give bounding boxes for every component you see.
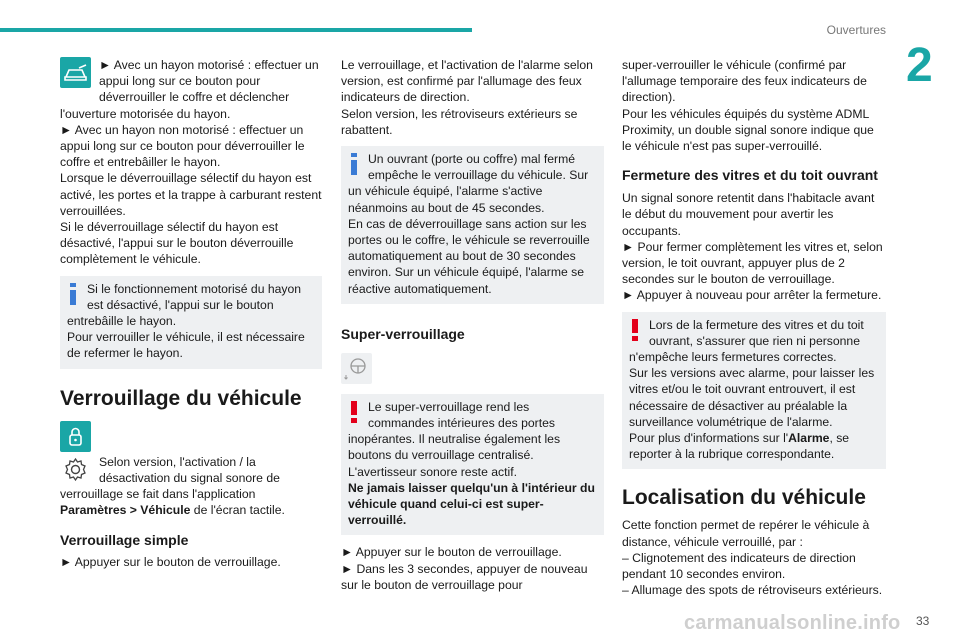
warning-super-text-2: L'avertisseur sonore reste actif. <box>348 464 517 479</box>
column-3 <box>622 57 886 598</box>
steering-wheel-icon <box>341 353 372 384</box>
warning-super-text-1: Le super-verrouillage rend les commandes intérieures des portes inopérantes. Il neutralise également les boutons du verrouillage centralisé. <box>348 399 561 463</box>
warning-box-vitres <box>622 312 886 470</box>
paragraph-loc-1: Cette fonction permet de repérer le véhicule à distance, véhicule verrouillé, par : <box>622 518 870 549</box>
warning-icon <box>629 319 641 345</box>
info-icon <box>67 283 79 309</box>
paragraph-selectif-active: Lorsque le déverrouillage sélectif du hayon est activé, les portes et la trappe à carburant restent verrouillées. <box>60 171 322 218</box>
lock-icon <box>60 421 91 452</box>
warning-vitres-text-3: Pour plus d'informations sur l'Alarme, se reporter à la rubrique correspondante. <box>629 431 850 462</box>
info-box-hayon <box>60 276 322 369</box>
watermark: carmanualsonline.info <box>684 612 901 634</box>
column-2 <box>341 57 604 593</box>
warning-vitres-text-1: Lors de la fermeture des vitres et du toit ouvrant, s'assurer que rien ni personne n'empêche leurs fermetures correctes. <box>629 317 864 365</box>
paragraph-confirm-2: Selon version, les rétroviseurs extérieurs se rabattent. <box>341 106 578 137</box>
heading-super-verrouillage: Super-verrouillage <box>341 325 465 342</box>
info-box-hayon-text-2: Pour verrouiller le véhicule, il est nécessaire de refermer le hayon. <box>67 330 305 361</box>
section-name: Ouvertures <box>826 23 886 37</box>
paragraph-hayon-motorise: ► Avec un hayon motorisé : effectuer un appui long sur ce bouton pour déverrouiller le coffre et déclencher l'ouverture motorisée du hayon. <box>60 58 319 121</box>
paragraph-selectif-desactive: Si le déverrouillage sélectif du hayon est désactivé, l'appui sur le bouton déverrouille complètement le véhicule. <box>60 220 294 267</box>
paragraph-vitres-1: Un signal sonore retentit dans l'habitacle avant le début du mouvement pour avertir les occupants. <box>622 191 875 238</box>
info-box-ouvrant <box>341 146 604 304</box>
paragraph-vitres-2: ► Pour fermer complètement les vitres et, selon version, le toit ouvrant, appuyer plus de 2 secondes sur le bouton de verrouillage. <box>622 239 883 287</box>
paragraph-super-step-2: ► Dans les 3 secondes, appuyer de nouveau sur le bouton de verrouillage pour <box>341 561 588 592</box>
paragraph-loc-2: – Clignotement des indicateurs de direction pendant 10 secondes environ. <box>622 550 856 582</box>
paragraph-super-cont: super-verrouiller le véhicule (confirmé par l'allumage temporaire des feux indicateurs de direction). <box>622 58 867 105</box>
warning-super-text-3: Ne jamais laisser quelqu'un à l'intérieur du véhicule quand celui-ci est super-verrouillé. <box>348 480 595 528</box>
info-box-ouvrant-text-2: En cas de déverrouillage sans action sur les portes ou le coffre, le véhicule se reverrouille automatiquement au bout de 30 secondes environ. Sur un véhicule équipé, l'alarme se réactive automatiquement. <box>348 216 590 296</box>
paragraph-hayon-non-motorise: ► Avec un hayon non motorisé : effectuer un appui long sur ce bouton pour déverrouiller le coffre et entrebâiller le hayon. <box>60 122 305 170</box>
info-box-ouvrant-text-1: Un ouvrant (porte ou coffre) mal fermé empêche le verrouillage du véhicule. Sur un véhicule équipé, l'alarme s'active néanmoins au bout de 45 secondes. <box>348 152 589 215</box>
info-box-hayon-text-1: Si le fonctionnement motorisé du hayon est désactivé, l'appui sur le bouton entrebâille le hayon. <box>67 281 302 329</box>
car-trunk-icon <box>60 57 91 88</box>
warning-icon <box>348 401 360 427</box>
gear-icon <box>60 454 91 485</box>
paragraph-confirm-1: Le verrouillage, et l'activation de l'alarme selon version, est confirmé par l'allumage des feux indicateurs de direction. <box>341 58 593 105</box>
paragraph-signal-sonore: Selon version, l'activation / la désactivation du signal sonore de verrouillage se fait dans l'application Paramètres > Véhicule de l'écran tactile. <box>60 454 285 518</box>
paragraph-super-step-1: ► Appuyer sur le bouton de verrouillage. <box>341 545 562 560</box>
paragraph-loc-3: – Allumage des spots de rétroviseurs extérieurs. <box>622 583 883 598</box>
heading-verrouillage-simple: Verrouillage simple <box>60 532 189 549</box>
paragraph-vitres-3: ► Appuyer à nouveau pour arrêter la fermeture. <box>622 288 882 303</box>
heading-localisation: Localisation du véhicule <box>622 486 866 510</box>
heading-verrouillage: Verrouillage du véhicule <box>60 386 302 410</box>
warning-vitres-text-2: Sur les versions avec alarme, pour laisser les vitres et/ou le toit ouvrant entrouvert, il est nécessaire de désactiver au préalable la surveillance volumétrique de l'alarme. <box>629 366 875 429</box>
heading-fermeture-vitres: Fermeture des vitres et du toit ouvrant <box>622 167 878 184</box>
column-1 <box>60 57 322 571</box>
paragraph-simple-step: ► Appuyer sur le bouton de verrouillage. <box>60 555 281 570</box>
info-icon <box>348 153 360 179</box>
page-number: 33 <box>916 614 930 628</box>
icon-stack <box>60 421 322 452</box>
chapter-number: 2 <box>906 39 933 92</box>
paragraph-adml: Pour les véhicules équipés du système ADML Proximity, un double signal sonore indique que le véhicule n'est pas super-verrouillé. <box>622 106 874 154</box>
header-accent-bar <box>0 28 472 32</box>
warning-box-super <box>341 394 604 536</box>
